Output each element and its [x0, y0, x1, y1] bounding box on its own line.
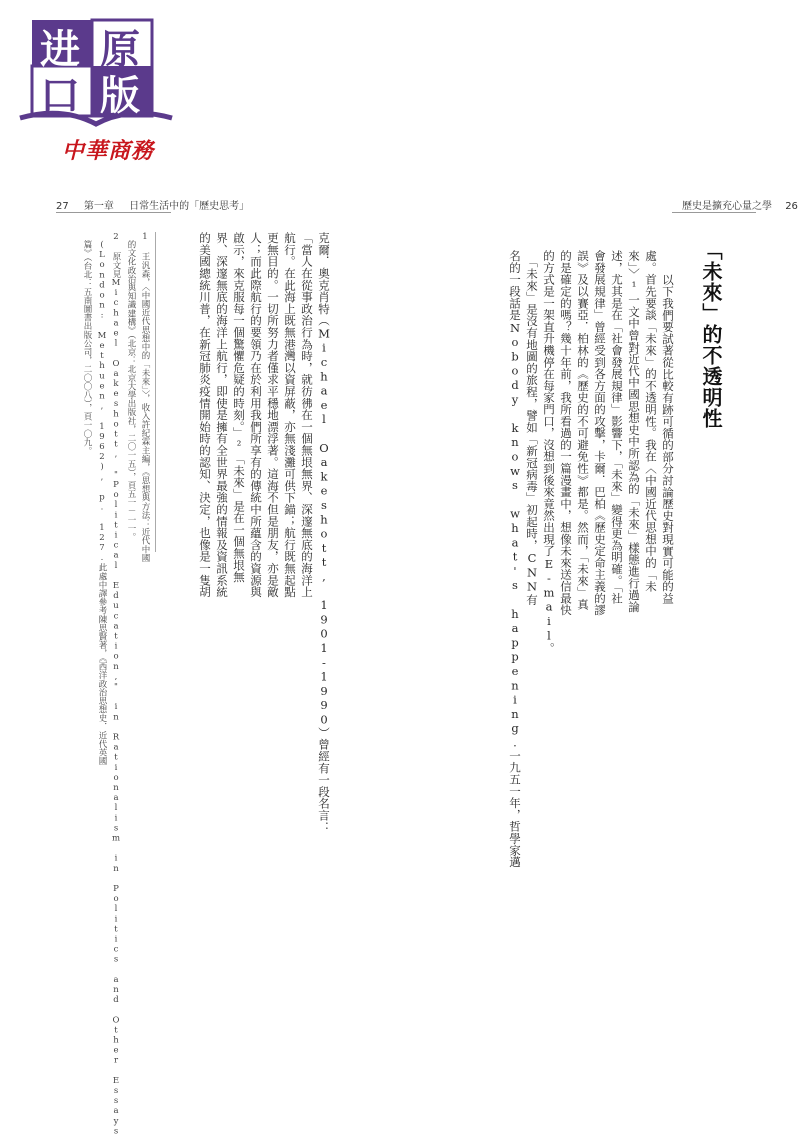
- left-page-header: [56, 197, 261, 212]
- left-chapter-title: 日常生活中的「歷史思考」: [129, 201, 250, 212]
- body-column: 以下我們要試著從比較有跡可循的部分討論歷史對現實可能的益: [661, 262, 675, 605]
- footnote-line: 的文化政治與知識建構》（北京：北京大學出版社，二〇一五），頁五一－一一。: [126, 240, 136, 542]
- section-title: 「未來」的不透明性: [699, 240, 723, 429]
- logo-char-2: 原: [100, 27, 140, 73]
- footnote-line: 2 原文見Michael Oakeshott, "Political Education," in Rationalism in Politics and Other Essays: [111, 232, 121, 1137]
- body-column: 人；而此際航行的要領乃在於利用我們所享有的傳統中所蘊含的資源與: [249, 232, 263, 598]
- right-page-number: 26: [785, 201, 798, 212]
- body-column: 會發展規律」曾經受到各方面的攻擊，卡爾．巴柏《歷史定命主義的謬: [593, 250, 607, 616]
- body-column: 啟示，來克服每一個驚懼危疑的時刻。」²「未來」是在一個無垠無: [232, 232, 246, 583]
- publisher-logo: 中華商務: [62, 138, 155, 164]
- right-page-header: [672, 197, 798, 212]
- right-chapter-title: 歷史是擴充心量之學: [682, 201, 772, 212]
- footnote-rule: [155, 232, 156, 552]
- body-column: 的美國總統川普，在新冠肺炎疫情開始時的認知、決定，也像是一隻胡: [198, 232, 212, 598]
- body-column: 處。首先要談「未來」的不透明性。我在〈中國近代思想中的「未: [644, 250, 658, 593]
- body-column: 界、深邃無底的海洋上航行，即使是擁有全世界最強的情報及資訊系統: [215, 232, 229, 598]
- left-header-rule: [56, 212, 171, 213]
- footnote-line: (London: Methuen, 1962), p. 127.此處中譯參考陳思賢著，《西洋政治思想史．近代英國: [97, 240, 107, 766]
- body-column: 誤》及以賽亞．柏林的《歷史的不可避免性》都是。然而，「未來」真: [576, 250, 590, 611]
- footnote-line: 篇》（台北：五南圖書出版公司，二〇〇八），頁一〇九。: [82, 240, 92, 456]
- left-chapter-label: 第一章: [83, 201, 114, 212]
- body-column: 「未來」是沒有地圖的旅程，譬如「新冠病毒」初起時，CNN有: [525, 250, 539, 606]
- body-column: 的方式是一架直升機停在每家門口，沒想到後來竟然出現了E-mail。: [542, 250, 556, 655]
- logo-char-3: 口: [40, 73, 80, 119]
- body-column: 來」〉¹一文中曾對近代中國思想史中所認為的「未來」樣態進行過論: [627, 250, 641, 613]
- body-column: 更無目的。一切所努力者僅求平穩地漂浮著。這海不但是朋友，亦是敵: [266, 232, 280, 598]
- logo-char-4: 版: [100, 73, 140, 119]
- body-column: 述，尤其是在「社會發展規律」影響下，「未來」變得更為明確。「社: [610, 250, 624, 605]
- body-column: 航行。在此海上既無港灣以資屏蔽，亦無淺灘可供下錨；航行既無起點: [283, 232, 297, 598]
- body-column: 克爾．奧克肖特（Michael Oakeshott, 1901-1990）曾經有一段名言：: [317, 232, 331, 833]
- footnote-line: 1 王汎森，〈中國近代思想中的「未來」〉，收入許紀霖主編，《思想與方法：近代中國: [140, 232, 150, 562]
- body-column: 名的一段話是Nobody knows what's happening.一九五一年，哲學家邁: [508, 250, 522, 868]
- body-column: 「當人在從事政治行為時，就彷彿在一個無垠無界、深邃無底的海洋上: [300, 232, 314, 598]
- body-column: 的是確定的嗎？幾十年前，我所看過的一篇漫畫中，想像未來送信最快: [559, 250, 573, 616]
- logo-char-1: 进: [40, 27, 80, 73]
- left-page-number: 27: [56, 201, 69, 212]
- right-header-rule: [672, 212, 756, 213]
- logo-badge: [14, 14, 180, 134]
